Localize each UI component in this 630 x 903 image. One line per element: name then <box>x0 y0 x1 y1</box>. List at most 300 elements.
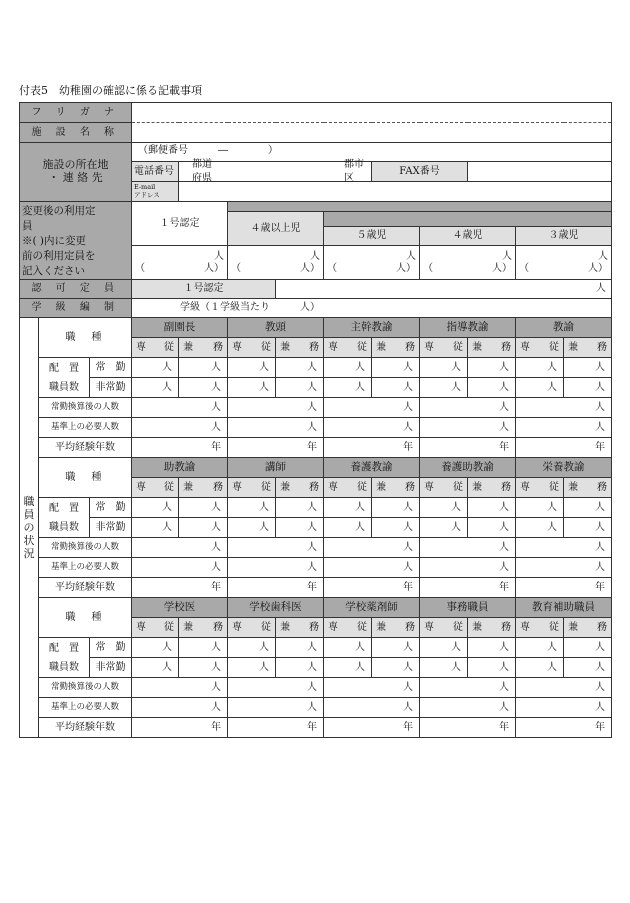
capacity-value-age5[interactable] <box>324 246 420 280</box>
kijun-label: 基準上の必要人数 <box>39 558 132 578</box>
sen-char: 専 <box>328 621 338 633</box>
class-value[interactable]: 学級（１学級当たり 人） <box>132 299 612 318</box>
capacity-previous <box>135 263 224 275</box>
hijokin-count-cell[interactable]: 人 <box>324 658 372 678</box>
capacity-previous <box>327 263 416 275</box>
ju-char: 従 <box>549 341 559 353</box>
ju-char: 従 <box>453 621 463 633</box>
kansan-label: 常勤換算後の人数 <box>39 678 132 698</box>
mu-char: 務 <box>597 341 607 353</box>
hijokin-count-cell[interactable]: 人 <box>276 658 324 678</box>
kenmu-header <box>372 338 420 358</box>
jokin-count-cell[interactable]: 人 <box>132 358 179 378</box>
sen-char: 専 <box>232 621 242 633</box>
role-header: 養護助教諭 <box>420 458 516 478</box>
phone-label: 電話番号 <box>132 162 179 182</box>
ken-char: 兼 <box>472 621 482 633</box>
kijun-value-cell[interactable]: 人 <box>228 558 324 578</box>
ju-char: 従 <box>261 341 271 353</box>
mu-char: 務 <box>213 481 223 493</box>
staff-side-label <box>20 318 39 738</box>
kijun-label: 基準上の必要人数 <box>39 418 132 438</box>
capacity-value-age3[interactable] <box>516 246 612 280</box>
address-label-line2: ・ 連 絡 先 <box>48 171 103 184</box>
capacity-value-age4up[interactable] <box>228 246 324 280</box>
hijokin-label: 非常勤 <box>90 378 132 398</box>
haichi-label-line1: 配 置 <box>49 642 79 654</box>
ju-char: 従 <box>261 481 271 493</box>
haichi-label <box>39 638 90 678</box>
kansan-value-cell[interactable]: 人 <box>516 398 612 418</box>
haichi-label <box>39 358 90 398</box>
capacity-previous <box>231 263 320 275</box>
keiken-value-cell[interactable]: 年 <box>132 578 228 598</box>
senju-header <box>132 618 179 638</box>
hijokin-count-cell[interactable]: 人 <box>420 378 468 398</box>
kijun-value-cell[interactable]: 人 <box>516 558 612 578</box>
jokin-count-cell[interactable]: 人 <box>372 358 420 378</box>
role-header: 講師 <box>228 458 324 478</box>
hijokin-count-cell[interactable]: 人 <box>372 518 420 538</box>
kijun-value-cell[interactable]: 人 <box>516 698 612 718</box>
kijun-value-cell[interactable]: 人 <box>324 698 420 718</box>
kijun-value-cell[interactable]: 人 <box>420 558 516 578</box>
kansan-value-cell[interactable]: 人 <box>420 538 516 558</box>
capacity-paren-open: （ <box>519 262 529 274</box>
keiken-value-cell[interactable]: 年 <box>516 438 612 458</box>
furigana-label: フ リ ガ ナ <box>20 103 132 123</box>
keiken-value-cell[interactable]: 年 <box>228 438 324 458</box>
ken-char: 兼 <box>183 341 193 353</box>
capacity-age3-header: ３歳児 <box>516 227 612 246</box>
jokin-count-cell[interactable]: 人 <box>516 498 564 518</box>
email-label <box>132 182 179 202</box>
senju-header <box>228 478 276 498</box>
ken-char: 兼 <box>376 341 386 353</box>
role-header: 教頭 <box>228 318 324 338</box>
capacity-paren-open: （ <box>135 262 145 274</box>
fuken-text: 府県 <box>192 173 212 184</box>
fax-input[interactable] <box>468 162 612 182</box>
kansan-value-cell[interactable]: 人 <box>420 398 516 418</box>
keiken-value-cell[interactable]: 年 <box>324 578 420 598</box>
ken-char: 兼 <box>568 481 578 493</box>
capacity-previous <box>423 263 512 275</box>
mu-char: 務 <box>309 621 319 633</box>
role-header: 学校医 <box>132 598 228 618</box>
jokin-count-cell[interactable]: 人 <box>468 358 516 378</box>
hijokin-count-cell[interactable]: 人 <box>179 378 228 398</box>
hijokin-count-cell[interactable]: 人 <box>228 658 276 678</box>
kansan-value-cell[interactable]: 人 <box>132 398 228 418</box>
jokin-label: 常 勤 <box>90 358 132 378</box>
mu-char: 務 <box>501 621 511 633</box>
kenmu-header <box>468 618 516 638</box>
kansan-value-cell[interactable]: 人 <box>324 678 420 698</box>
jokin-label: 常 勤 <box>90 638 132 658</box>
keiken-value-cell[interactable]: 年 <box>420 578 516 598</box>
hijokin-count-cell[interactable]: 人 <box>468 518 516 538</box>
role-header: 事務職員 <box>420 598 516 618</box>
capacity-label-line5: 記入ください <box>22 265 85 277</box>
role-header: 栄養教諭 <box>516 458 612 478</box>
sen-char: 専 <box>520 621 530 633</box>
address-label-line1: 施設の所在地 <box>42 158 109 172</box>
jokin-count-cell[interactable]: 人 <box>324 498 372 518</box>
hijokin-count-cell[interactable]: 人 <box>324 518 372 538</box>
kansan-value-cell[interactable]: 人 <box>420 678 516 698</box>
kenmu-header <box>468 338 516 358</box>
ju-char: 従 <box>164 621 174 633</box>
jokin-count-cell[interactable]: 人 <box>516 358 564 378</box>
ju-char: 従 <box>357 341 367 353</box>
kindergarten-form-table <box>19 102 612 738</box>
capacity-subheader-band <box>324 212 612 227</box>
capacity-value-age4[interactable] <box>420 246 516 280</box>
shokushu-label: 職 種 <box>39 318 132 358</box>
capacity-paren-unit: 人） <box>300 262 320 274</box>
jokin-count-cell[interactable]: 人 <box>420 358 468 378</box>
jokin-label: 常 勤 <box>90 498 132 518</box>
kansan-label: 常勤換算後の人数 <box>39 538 132 558</box>
jokin-count-cell[interactable]: 人 <box>276 358 324 378</box>
keiken-value-cell[interactable]: 年 <box>324 718 420 738</box>
jokin-count-cell[interactable]: 人 <box>468 638 516 658</box>
kijun-value-cell[interactable]: 人 <box>420 418 516 438</box>
jokin-count-cell[interactable]: 人 <box>516 638 564 658</box>
mu-char: 務 <box>501 481 511 493</box>
senju-header <box>324 478 372 498</box>
kansan-value-cell[interactable]: 人 <box>228 678 324 698</box>
ku-text: 区 <box>344 173 354 184</box>
capacity-age4-header: ４歳児 <box>420 227 516 246</box>
keiken-value-cell[interactable]: 年 <box>516 718 612 738</box>
capacity-label-line4: 前の利用定員を <box>22 250 96 262</box>
mu-char: 務 <box>213 341 223 353</box>
jokin-count-cell[interactable]: 人 <box>420 498 468 518</box>
senju-header <box>132 478 179 498</box>
capacity-paren-open: （ <box>423 262 433 274</box>
hijokin-count-cell[interactable]: 人 <box>228 378 276 398</box>
jokin-count-cell[interactable]: 人 <box>324 358 372 378</box>
mu-char: 務 <box>309 341 319 353</box>
ju-char: 従 <box>164 341 174 353</box>
senju-header <box>420 478 468 498</box>
hijokin-count-cell[interactable]: 人 <box>179 518 228 538</box>
hijokin-count-cell[interactable]: 人 <box>564 658 612 678</box>
role-header: 助教諭 <box>132 458 228 478</box>
kenmu-header <box>179 338 228 358</box>
shokushu-label: 職 種 <box>39 598 132 638</box>
ken-char: 兼 <box>183 621 193 633</box>
kansan-value-cell[interactable]: 人 <box>228 398 324 418</box>
kansan-value-cell[interactable]: 人 <box>516 538 612 558</box>
jokin-count-cell[interactable]: 人 <box>228 498 276 518</box>
kenmu-header <box>276 338 324 358</box>
haichi-label-line2: 職員数 <box>49 381 79 393</box>
mu-char: 務 <box>597 621 607 633</box>
haichi-label-line1: 配 置 <box>49 362 79 374</box>
mu-char: 務 <box>597 481 607 493</box>
sen-char: 専 <box>328 341 338 353</box>
staff-side-char: 状 <box>23 534 35 547</box>
role-header: 教育補助職員 <box>516 598 612 618</box>
jokin-count-cell[interactable]: 人 <box>372 638 420 658</box>
ken-char: 兼 <box>568 621 578 633</box>
senju-header <box>132 338 179 358</box>
jokin-count-cell[interactable]: 人 <box>564 638 612 658</box>
senju-header <box>516 338 564 358</box>
kijun-value-cell[interactable]: 人 <box>132 698 228 718</box>
kenmu-header <box>564 478 612 498</box>
class-label: 学 級 編 制 <box>20 299 132 318</box>
capacity-cat1-header: １号認定 <box>132 202 228 246</box>
hijokin-count-cell[interactable]: 人 <box>276 518 324 538</box>
capacity-age5-header: ５歳児 <box>324 227 420 246</box>
capacity-paren-unit: 人） <box>492 262 512 274</box>
mu-char: 務 <box>501 341 511 353</box>
hijokin-label: 非常勤 <box>90 658 132 678</box>
capacity-paren-unit: 人） <box>588 262 608 274</box>
haichi-label-line2: 職員数 <box>49 661 79 673</box>
ken-char: 兼 <box>472 481 482 493</box>
ken-char: 兼 <box>183 481 193 493</box>
hijokin-count-cell[interactable]: 人 <box>179 658 228 678</box>
role-header: 指導教諭 <box>420 318 516 338</box>
kijun-value-cell[interactable]: 人 <box>132 418 228 438</box>
sen-char: 専 <box>424 621 434 633</box>
role-header: 養護教諭 <box>324 458 420 478</box>
mu-char: 務 <box>213 621 223 633</box>
staff-side-char: 況 <box>23 547 35 560</box>
kansan-value-cell[interactable]: 人 <box>132 678 228 698</box>
staff-side-char: 員 <box>23 508 35 521</box>
kenmu-header <box>372 618 420 638</box>
kansan-value-cell[interactable]: 人 <box>324 398 420 418</box>
kenmu-header <box>276 618 324 638</box>
senju-header <box>420 338 468 358</box>
keiken-label: 平均経験年数 <box>39 438 132 458</box>
furigana-input[interactable] <box>132 103 612 123</box>
kijun-label: 基準上の必要人数 <box>39 698 132 718</box>
nintei-cat1-label: １号認定 <box>132 280 276 299</box>
staff-side-char: 職 <box>23 495 35 508</box>
keiken-value-cell[interactable]: 年 <box>324 438 420 458</box>
facility-name-input[interactable] <box>132 123 612 143</box>
sen-char: 専 <box>232 341 242 353</box>
hijokin-count-cell[interactable]: 人 <box>468 378 516 398</box>
kansan-value-cell[interactable]: 人 <box>324 538 420 558</box>
keiken-value-cell[interactable]: 年 <box>420 718 516 738</box>
jokin-count-cell[interactable]: 人 <box>179 358 228 378</box>
kenmu-header <box>372 478 420 498</box>
senju-header <box>324 338 372 358</box>
email-input[interactable] <box>179 182 612 202</box>
sen-char: 専 <box>328 481 338 493</box>
senju-header <box>324 618 372 638</box>
senju-header <box>228 338 276 358</box>
hijokin-count-cell[interactable]: 人 <box>468 658 516 678</box>
email-label-line2: アドレス <box>134 190 160 199</box>
hijokin-count-cell[interactable]: 人 <box>132 518 179 538</box>
kenmu-header <box>564 618 612 638</box>
haichi-label-line2: 職員数 <box>49 521 79 533</box>
keiken-value-cell[interactable]: 年 <box>132 718 228 738</box>
capacity-value-cat1[interactable] <box>132 246 228 280</box>
sen-char: 専 <box>520 481 530 493</box>
capacity-current-unit: 人 <box>598 251 608 262</box>
hijokin-count-cell[interactable]: 人 <box>276 378 324 398</box>
hijokin-count-cell[interactable]: 人 <box>372 378 420 398</box>
kijun-value-cell[interactable]: 人 <box>324 418 420 438</box>
sen-char: 専 <box>520 341 530 353</box>
kenmu-header <box>179 618 228 638</box>
hijokin-count-cell[interactable]: 人 <box>516 378 564 398</box>
hijokin-count-cell[interactable]: 人 <box>372 658 420 678</box>
capacity-age4up-header: ４歳以上児 <box>228 212 324 246</box>
senju-header <box>420 618 468 638</box>
nintei-label: 認 可 定 員 <box>20 280 132 299</box>
keiken-value-cell[interactable]: 年 <box>516 578 612 598</box>
role-header: 主幹教諭 <box>324 318 420 338</box>
jokin-count-cell[interactable]: 人 <box>228 638 276 658</box>
postal-code-text: （郵便番号 ― ） <box>138 145 278 156</box>
hijokin-count-cell[interactable]: 人 <box>324 378 372 398</box>
jokin-count-cell[interactable]: 人 <box>372 498 420 518</box>
jokin-count-cell[interactable]: 人 <box>564 498 612 518</box>
mu-char: 務 <box>405 481 415 493</box>
kansan-value-cell[interactable]: 人 <box>132 538 228 558</box>
capacity-current-unit: 人 <box>406 251 416 262</box>
keiken-label: 平均経験年数 <box>39 578 132 598</box>
sen-char: 専 <box>232 481 242 493</box>
role-header: 教諭 <box>516 318 612 338</box>
keiken-value-cell[interactable]: 年 <box>228 718 324 738</box>
ju-char: 従 <box>549 621 559 633</box>
ken-char: 兼 <box>568 341 578 353</box>
jokin-count-cell[interactable]: 人 <box>564 358 612 378</box>
kijun-value-cell[interactable]: 人 <box>324 558 420 578</box>
capacity-paren-open: （ <box>327 262 337 274</box>
hijokin-count-cell[interactable]: 人 <box>564 518 612 538</box>
kijun-value-cell[interactable]: 人 <box>228 418 324 438</box>
sen-char: 専 <box>424 341 434 353</box>
capacity-current-unit: 人 <box>310 251 320 262</box>
ken-char: 兼 <box>280 621 290 633</box>
keiken-value-cell[interactable]: 年 <box>420 438 516 458</box>
mu-char: 務 <box>405 341 415 353</box>
kenmu-header <box>564 338 612 358</box>
capacity-label-line2: 員 <box>22 220 33 232</box>
hijokin-count-cell[interactable]: 人 <box>420 658 468 678</box>
kijun-value-cell[interactable]: 人 <box>132 558 228 578</box>
jokin-count-cell[interactable]: 人 <box>324 638 372 658</box>
capacity-label-line1: 変更後の利用定 <box>22 205 96 217</box>
jokin-count-cell[interactable]: 人 <box>420 638 468 658</box>
sen-char: 専 <box>136 621 146 633</box>
kenmu-header <box>179 478 228 498</box>
keiken-value-cell[interactable]: 年 <box>228 578 324 598</box>
kansan-label: 常勤換算後の人数 <box>39 398 132 418</box>
senju-header <box>228 618 276 638</box>
hijokin-count-cell[interactable]: 人 <box>564 378 612 398</box>
email-label-line1: E-mail <box>134 183 156 192</box>
kenmu-header <box>276 478 324 498</box>
ju-char: 従 <box>357 481 367 493</box>
jokin-count-cell[interactable]: 人 <box>179 498 228 518</box>
kansan-value-cell[interactable]: 人 <box>228 538 324 558</box>
jokin-count-cell[interactable]: 人 <box>132 638 179 658</box>
shokushu-label: 職 種 <box>39 458 132 498</box>
ken-char: 兼 <box>472 341 482 353</box>
mu-char: 務 <box>405 621 415 633</box>
kijun-value-cell[interactable]: 人 <box>516 418 612 438</box>
hijokin-count-cell[interactable]: 人 <box>228 518 276 538</box>
sen-char: 専 <box>136 341 146 353</box>
capacity-label <box>20 202 132 280</box>
senju-header <box>516 478 564 498</box>
capacity-paren-open: （ <box>231 262 241 274</box>
ken-char: 兼 <box>280 481 290 493</box>
form-caption: 付表5 幼稚園の確認に係る記載事項 <box>19 84 202 97</box>
hijokin-count-cell[interactable]: 人 <box>516 518 564 538</box>
keiken-value-cell[interactable]: 年 <box>132 438 228 458</box>
capacity-paren-unit: 人） <box>396 262 416 274</box>
capacity-previous <box>519 263 608 275</box>
mu-char: 務 <box>309 481 319 493</box>
hijokin-label: 非常勤 <box>90 518 132 538</box>
sen-char: 専 <box>136 481 146 493</box>
ju-char: 従 <box>549 481 559 493</box>
ju-char: 従 <box>261 621 271 633</box>
capacity-header-band <box>228 202 612 212</box>
staff-side-char: の <box>23 521 35 534</box>
jokin-count-cell[interactable]: 人 <box>228 358 276 378</box>
capacity-paren-unit: 人） <box>204 262 224 274</box>
address-label <box>20 143 132 202</box>
kijun-value-cell[interactable]: 人 <box>420 698 516 718</box>
jokin-count-cell[interactable]: 人 <box>468 498 516 518</box>
jokin-count-cell[interactable]: 人 <box>276 498 324 518</box>
kenmu-header <box>468 478 516 498</box>
capacity-current-unit: 人 <box>502 251 512 262</box>
capacity-current-unit: 人 <box>214 251 224 262</box>
hijokin-count-cell[interactable]: 人 <box>516 658 564 678</box>
role-header: 副園長 <box>132 318 228 338</box>
jokin-count-cell[interactable]: 人 <box>179 638 228 658</box>
gunshi-text: 郡市 <box>344 159 364 170</box>
role-header: 学校歯科医 <box>228 598 324 618</box>
hijokin-count-cell[interactable]: 人 <box>132 658 179 678</box>
kijun-value-cell[interactable]: 人 <box>228 698 324 718</box>
jokin-count-cell[interactable]: 人 <box>276 638 324 658</box>
senju-header <box>516 618 564 638</box>
ju-char: 従 <box>453 481 463 493</box>
nintei-value[interactable] <box>276 280 612 299</box>
role-header: 学校薬剤師 <box>324 598 420 618</box>
ken-char: 兼 <box>376 481 386 493</box>
ken-char: 兼 <box>376 621 386 633</box>
jokin-count-cell[interactable]: 人 <box>132 498 179 518</box>
kansan-value-cell[interactable]: 人 <box>516 678 612 698</box>
sen-char: 専 <box>424 481 434 493</box>
fax-label: FAX番号 <box>372 162 468 182</box>
hijokin-count-cell[interactable]: 人 <box>420 518 468 538</box>
ju-char: 従 <box>453 341 463 353</box>
facility-name-label: 施 設 名 称 <box>20 123 132 143</box>
ju-char: 従 <box>164 481 174 493</box>
hijokin-count-cell[interactable]: 人 <box>132 378 179 398</box>
